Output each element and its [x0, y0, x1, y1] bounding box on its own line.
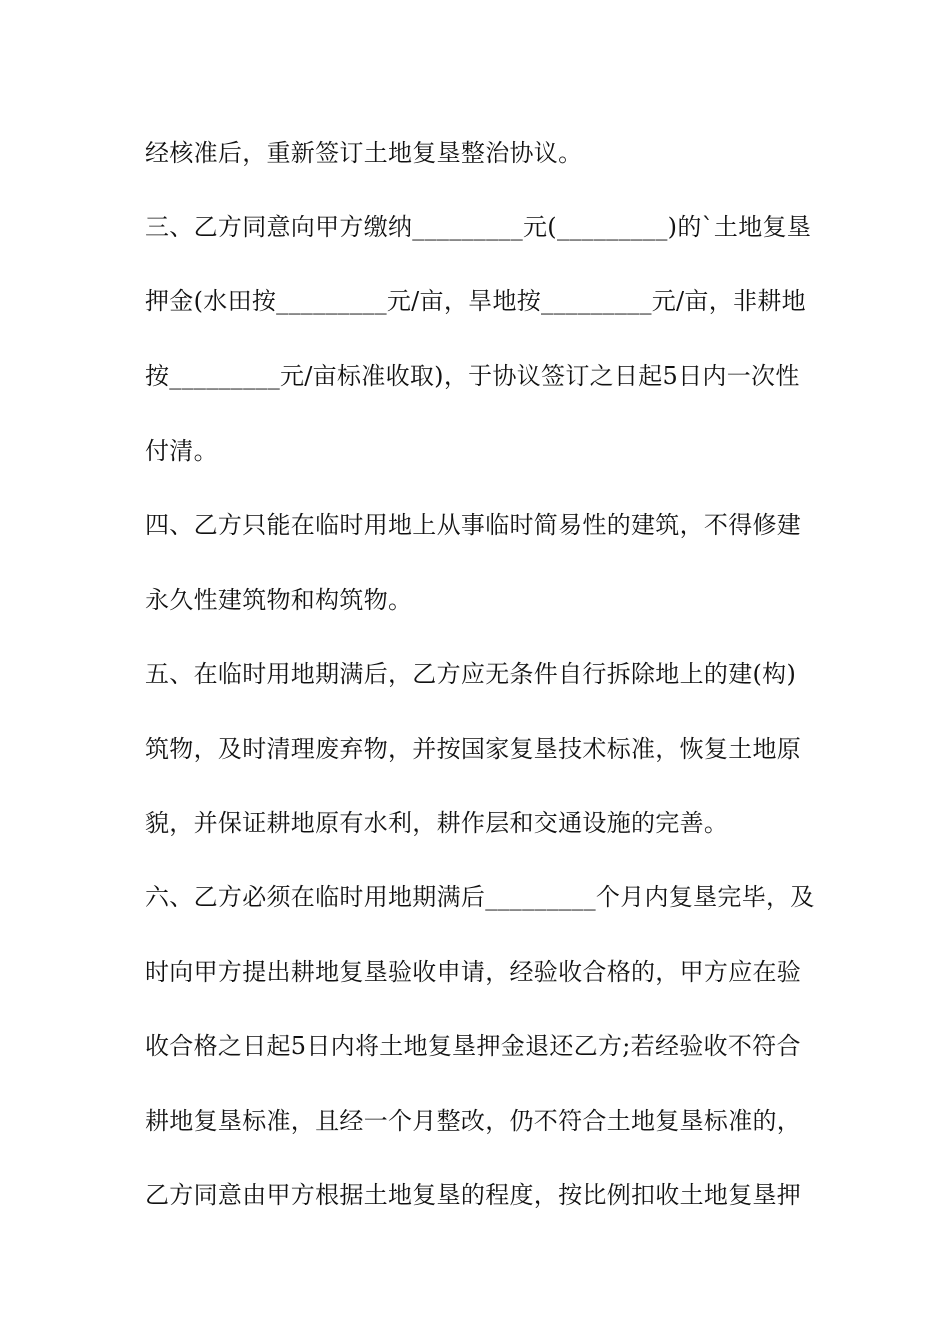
text-line: 收合格之日起5日内将土地复垦押金退还乙方;若经验收不符合 [145, 1032, 801, 1060]
text-line: 筑物，及时清理废弃物，并按国家复垦技术标准，恢复土地原 [145, 735, 802, 763]
text-line: 貌，并保证耕地原有水利，耕作层和交通设施的完善。 [145, 809, 729, 837]
text-line: 乙方同意由甲方根据土地复垦的程度，按比例扣收土地复垦押 [145, 1181, 802, 1209]
text-line: 付清。 [145, 437, 218, 465]
text-line: 四、乙方只能在临时用地上从事临时简易性的建筑，不得修建 [145, 511, 802, 539]
text-line: 三、乙方同意向甲方缴纳_________元(_________)的`土地复垦 [145, 213, 812, 241]
text-line: 押金(水田按_________元/亩，旱地按_________元/亩，非耕地 [145, 287, 806, 315]
text-line: 按_________元/亩标准收取)，于协议签订之日起5日内一次性 [145, 362, 800, 390]
text-line: 时向甲方提出耕地复垦验收申请，经验收合格的，甲方应在验 [145, 958, 802, 986]
text-line: 耕地复垦标准，且经一个月整改，仍不符合土地复垦标准的， [145, 1107, 802, 1135]
text-line: 六、乙方必须在临时用地期满后_________个月内复垦完毕，及 [145, 883, 815, 911]
text-line: 永久性建筑物和构筑物。 [145, 586, 413, 614]
text-line: 经核准后，重新签订土地复垦整治协议。 [145, 139, 583, 167]
text-line: 五、在临时用地期满后，乙方应无条件自行拆除地上的建(构) [145, 660, 797, 688]
